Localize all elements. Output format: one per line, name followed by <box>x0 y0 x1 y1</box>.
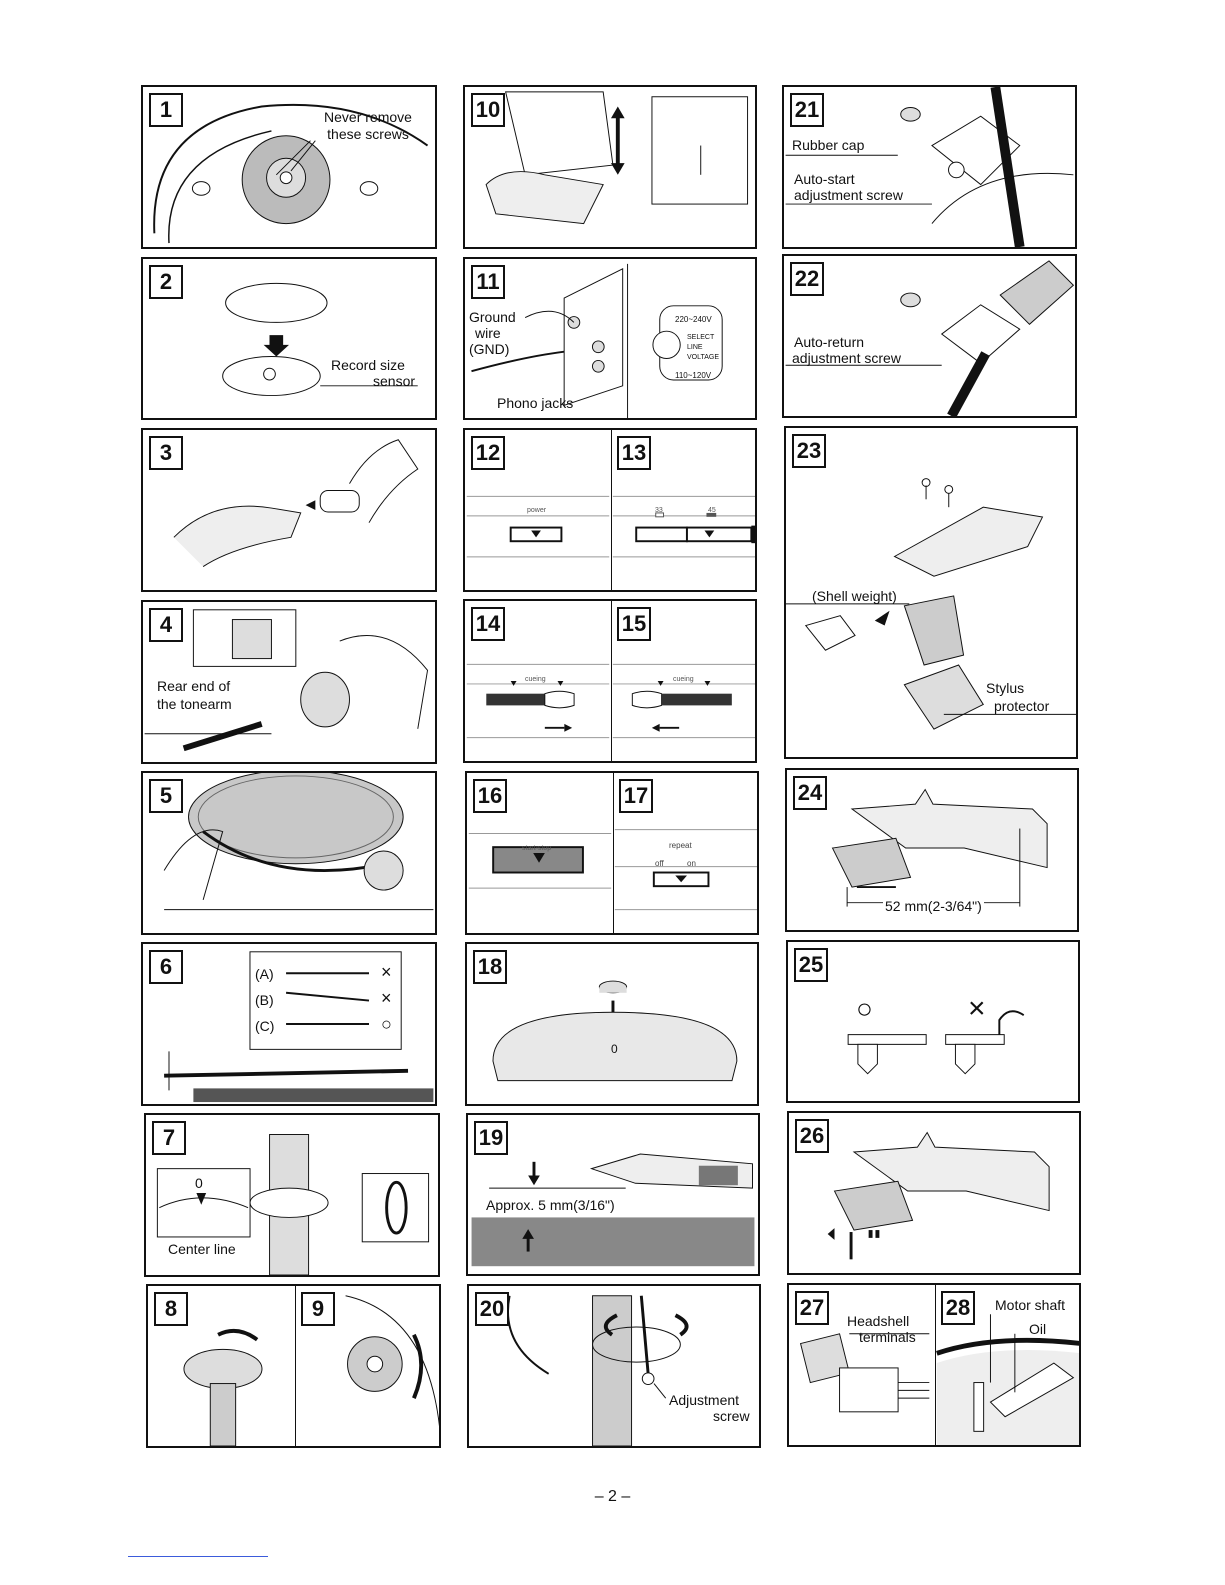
panel-27-28 <box>787 1283 1081 1447</box>
panel-6 <box>141 942 437 1106</box>
panel-21 <box>782 85 1077 249</box>
panel-8-9 <box>146 1284 441 1448</box>
step-number: 26 <box>795 1119 829 1153</box>
panel-7 <box>144 1113 440 1277</box>
auto-return-label: Auto-return <box>794 334 865 350</box>
panel-26 <box>787 1111 1081 1275</box>
repeat-on: on <box>687 859 696 868</box>
auto-return-screw-label: adjustment screw <box>792 350 901 366</box>
voltage-low: 110~120V <box>675 371 712 380</box>
step-number: 15 <box>617 607 651 641</box>
tonearm-label: the tonearm <box>157 696 232 712</box>
step-number: 11 <box>471 265 505 299</box>
panel-22 <box>782 254 1077 418</box>
panel-23 <box>784 426 1078 759</box>
step-number: 5 <box>149 779 183 813</box>
step-number: 17 <box>619 779 653 813</box>
panel-9 <box>295 1286 441 1446</box>
correct-mark: ○ <box>856 993 873 1024</box>
ground-label: Ground <box>469 309 516 325</box>
step-number: 16 <box>473 779 507 813</box>
step-number: 22 <box>790 262 824 296</box>
panel-19 <box>466 1113 760 1276</box>
incorrect-mark: × <box>968 992 986 1025</box>
step-number: 2 <box>149 265 183 299</box>
voltage-select-2: LINE <box>687 344 703 351</box>
panel-10 <box>463 85 757 249</box>
step-number: 13 <box>617 436 651 470</box>
voltage-select-3: VOLTAGE <box>687 354 720 361</box>
step-number: 14 <box>471 607 505 641</box>
step-number: 7 <box>152 1121 186 1155</box>
stylus-guard-illustration <box>788 942 1078 1101</box>
zero-mark: 0 <box>195 1175 203 1191</box>
step-number: 25 <box>794 948 828 982</box>
step-number: 21 <box>790 93 824 127</box>
turntable-mat-illustration <box>467 944 757 1104</box>
panel-11 <box>463 257 757 420</box>
panel-4 <box>141 600 437 764</box>
step-number: 19 <box>474 1121 508 1155</box>
stylus-clean-illustration <box>789 1113 1079 1273</box>
terminals-label: terminals <box>859 1329 916 1345</box>
approx-5mm-label: Approx. 5 mm(3/16") <box>486 1197 615 1213</box>
panel-12 <box>465 430 612 590</box>
spindle-mark: 0 <box>611 1042 618 1056</box>
panel-5 <box>141 771 437 935</box>
footer-rule <box>128 1556 268 1557</box>
stylus-label: Stylus <box>986 680 1025 696</box>
repeat-caption: repeat <box>669 841 692 850</box>
wire-label: wire <box>475 325 501 341</box>
power-caption: power <box>527 507 547 514</box>
step-number: 27 <box>795 1291 829 1325</box>
step-number: 23 <box>792 434 826 468</box>
start-stop-caption: start-stop <box>522 845 552 852</box>
sensor-label: sensor <box>373 373 416 389</box>
option-b-mark: × <box>381 988 392 1008</box>
repeat-off: off <box>655 859 664 868</box>
panel-16-17 <box>465 771 759 935</box>
panel-12-13 <box>463 428 757 592</box>
center-line-label: Center line <box>168 1241 236 1257</box>
page-number: – 2 – <box>594 1488 631 1505</box>
panel-8 <box>148 1286 296 1446</box>
step-number: 18 <box>473 950 507 984</box>
motor-shaft-label: Motor shaft <box>995 1297 1066 1313</box>
phono-jacks-label: Phono jacks <box>497 395 574 411</box>
shell-weight-label: (Shell weight) <box>812 588 897 604</box>
headshell-label: Headshell <box>847 1313 910 1329</box>
panel-14-15 <box>463 599 757 763</box>
panel-27 <box>789 1285 936 1445</box>
speed-33: 33 <box>655 507 663 514</box>
panel-18 <box>465 942 759 1106</box>
auto-start-illustration <box>784 87 1075 247</box>
panel-17 <box>613 773 759 933</box>
speed-45: 45 <box>708 507 716 514</box>
option-a-mark: × <box>381 962 392 982</box>
cueing-caption: cueing <box>673 676 694 683</box>
gnd-label: (GND) <box>469 341 510 357</box>
panel-13 <box>611 430 757 590</box>
step-number: 10 <box>471 93 505 127</box>
step-number: 12 <box>471 436 505 470</box>
stylus-height-illustration <box>468 1115 758 1274</box>
rubber-cap-label: Rubber cap <box>792 137 865 153</box>
protector-label: protector <box>994 698 1050 714</box>
auto-start-screw-label: adjustment screw <box>794 187 903 203</box>
disc-sensor-illustration <box>143 259 435 418</box>
dust-cover-illustration <box>465 87 755 247</box>
voltage-select-1: SELECT <box>687 334 715 341</box>
oil-label: Oil <box>1029 1321 1047 1337</box>
panel-28 <box>935 1285 1081 1445</box>
panel-15 <box>611 601 757 761</box>
step-number: 4 <box>149 608 183 642</box>
adjustment-label: Adjustment <box>669 1392 740 1408</box>
panel-16 <box>467 773 614 933</box>
step-number: 1 <box>149 93 183 127</box>
cueing-caption: cueing <box>525 676 546 683</box>
step-number: 3 <box>149 436 183 470</box>
panel-3 <box>141 428 437 592</box>
step-number: 24 <box>793 776 827 810</box>
headshell-attach-illustration <box>143 430 435 590</box>
step-number: 28 <box>941 1291 975 1325</box>
panel-25 <box>786 940 1080 1103</box>
rear-end-label: Rear end of <box>157 678 231 694</box>
auto-start-label: Auto-start <box>794 171 855 187</box>
option-b-letter: (B) <box>255 992 274 1008</box>
panel-14 <box>465 601 612 761</box>
panel-1 <box>141 85 437 249</box>
step-number: 8 <box>154 1292 188 1326</box>
voltage-high: 220~240V <box>675 315 712 324</box>
record-size-label: Record size <box>331 357 405 373</box>
panel-2 <box>141 257 437 420</box>
never-remove-label: Never remove these screws <box>324 109 412 142</box>
panel-20 <box>467 1284 761 1448</box>
step-number: 20 <box>475 1292 509 1326</box>
panel-24 <box>785 768 1079 932</box>
option-c-mark: ○ <box>381 1014 392 1034</box>
option-c-letter: (C) <box>255 1018 275 1034</box>
step-number: 6 <box>149 950 183 984</box>
belt-platter-illustration <box>143 773 435 933</box>
option-a-letter: (A) <box>255 966 274 982</box>
step-number: 9 <box>301 1292 335 1326</box>
overhang-52mm-label: 52 mm(2-3/64") <box>885 898 982 914</box>
screw-label: screw <box>713 1408 750 1424</box>
